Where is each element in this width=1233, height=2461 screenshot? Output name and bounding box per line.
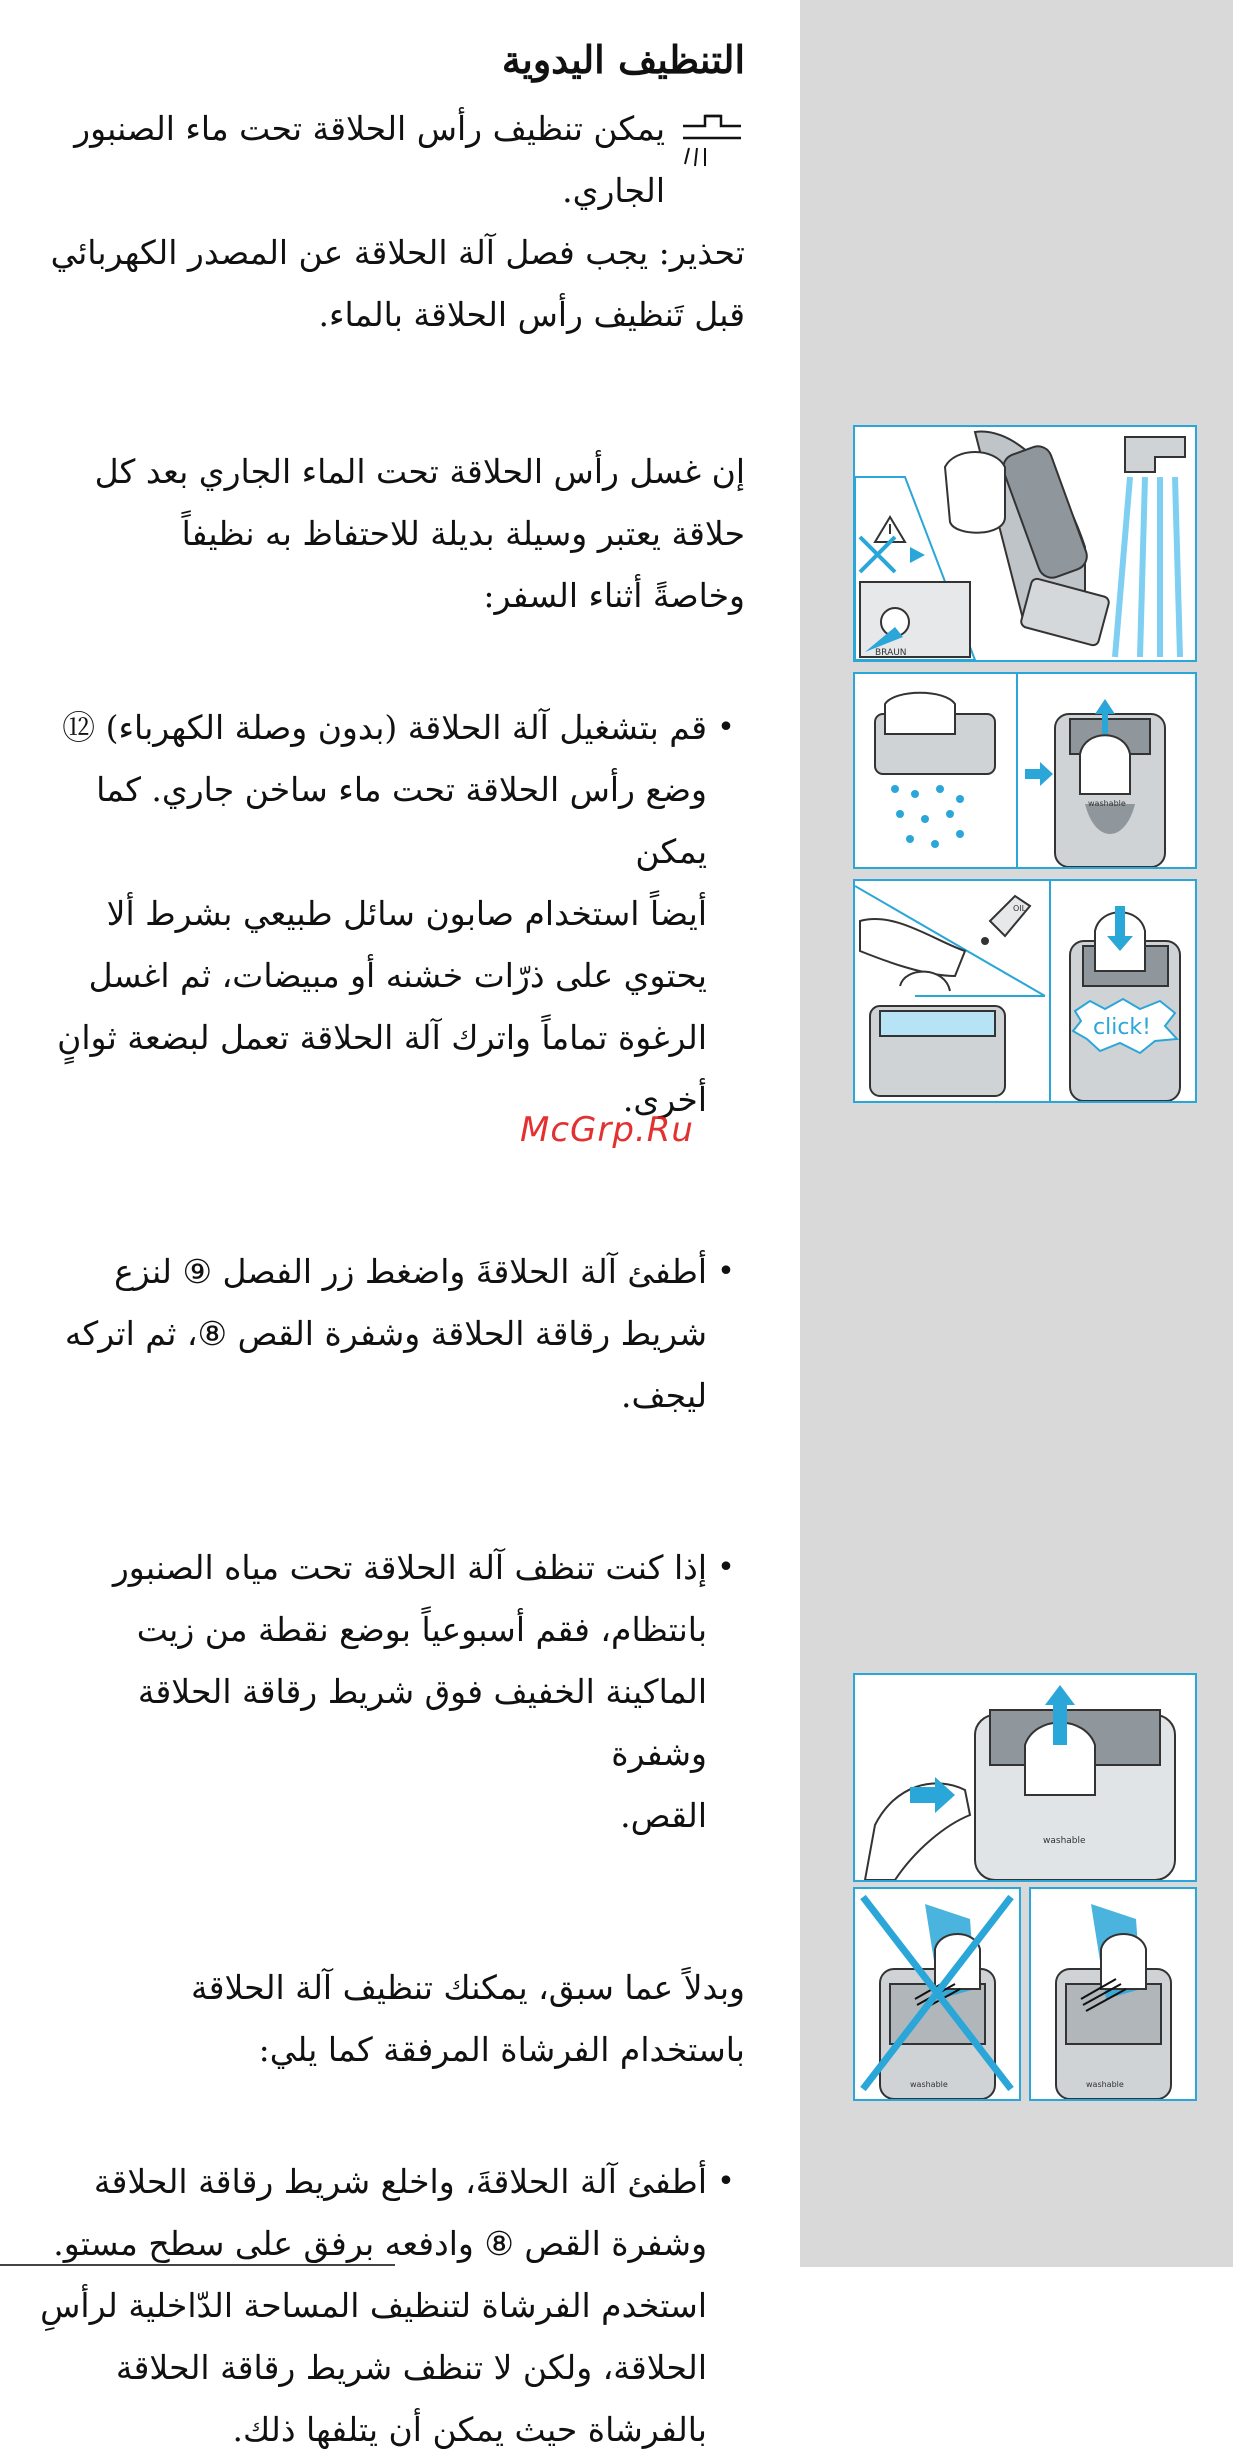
bullet-symbol: • bbox=[717, 2164, 735, 2199]
bullet-line: ليجف. bbox=[621, 1376, 707, 1415]
para2-line-3: وخاصةً أثناء السفر: bbox=[483, 576, 745, 615]
tap-water-icon bbox=[675, 108, 745, 188]
para2-line-2: حلاقة يعتبر وسيلة بديلة للاحتفاظ به نظيفاً bbox=[181, 514, 745, 553]
figure-brush-correct bbox=[1029, 1887, 1197, 2101]
figure-remove-foil bbox=[853, 672, 1197, 869]
brush-correct-illustration bbox=[1031, 1889, 1195, 2099]
figure-brush-wrong bbox=[853, 1887, 1021, 2101]
click-label: click! bbox=[1093, 1015, 1151, 1040]
bullet-item-rinse bbox=[40, 697, 745, 1131]
page-title: التنظيف اليدوية bbox=[501, 37, 745, 82]
detach-head-illustration bbox=[855, 1675, 1195, 1880]
main-text bbox=[40, 30, 745, 2461]
para2-line-1: إن غسل رأس الحلاقة تحت الماء الجاري بعد كل bbox=[94, 452, 745, 491]
intro-line-2: الجاري. bbox=[562, 171, 665, 210]
bullet-symbol: • bbox=[717, 710, 735, 745]
bullet-line: أطفئ آلة الحلاقةَ واضغط زر الفصل ⑨ لنزع bbox=[114, 1252, 707, 1291]
rinse-illustration bbox=[855, 427, 1195, 660]
bullet-line: قم بتشغيل آلة الحلاقة (بدون وصلة الكهرباء) ⑫ bbox=[62, 708, 707, 747]
figure-oil-click bbox=[853, 879, 1197, 1103]
bullet-line: استخدم الفرشاة لتنظيف المساحة الدّاخلية لرأسِ bbox=[40, 2286, 707, 2325]
bullet-line: أيضاً استخدام صابون سائل طبيعي بشرط ألا bbox=[106, 894, 707, 933]
bullet-item-dry bbox=[40, 1241, 745, 1427]
bullet-item-brush bbox=[40, 2151, 745, 2461]
warning-line-2: قبل تَنظيف رأس الحلاقة بالماء. bbox=[318, 295, 745, 334]
washable-label: washable bbox=[1086, 2080, 1124, 2089]
bullet-line: يحتوي على ذرّات خشنه أو مبيضات، ثم اغسل bbox=[88, 956, 707, 995]
intro-row bbox=[40, 98, 745, 222]
oil-label: OIL bbox=[1013, 904, 1027, 913]
bullet-symbol: • bbox=[717, 1254, 735, 1289]
washable-label: washable bbox=[1043, 1836, 1086, 1846]
bullet-line: الرغوة تماماً واترك آلة الحلاقة تعمل لبضعة ثوانٍ bbox=[57, 1018, 707, 1057]
footer-rule bbox=[0, 2264, 395, 2266]
bullet-item-oil bbox=[40, 1537, 745, 1847]
bullet-symbol: • bbox=[717, 1550, 735, 1585]
para3-line-1: وبدلاً عما سبق، يمكنك تنظيف آلة الحلاقة bbox=[191, 1968, 745, 2007]
oil-click-illustration bbox=[855, 881, 1195, 1101]
bullet-line: الماكينة الخفيف فوق شريط رقاقة الحلاقة وشفرة bbox=[137, 1672, 707, 1773]
bullet-line: بانتظام، فقم أسبوعياً بوضع نقطة من زيت bbox=[136, 1610, 707, 1649]
bullet-line: شريط رقاقة الحلاقة وشفرة القص ⑧، ثم اتركه bbox=[64, 1314, 707, 1353]
figure-rinse-under-tap bbox=[853, 425, 1197, 662]
washable-label: washable bbox=[1088, 799, 1126, 808]
bullet-line: وضع رأس الحلاقة تحت ماء ساخن جاري. كما يمكن bbox=[96, 770, 707, 871]
bullet-line: القص. bbox=[620, 1796, 707, 1835]
bullet-line: أطفئ آلة الحلاقةَ، واخلع شريط رقاقة الحلاقة bbox=[93, 2162, 707, 2201]
remove-foil-illustration bbox=[855, 674, 1195, 867]
para3-line-2: باستخدام الفرشاة المرفقة كما يلي: bbox=[258, 2030, 745, 2069]
bullet-line: وشفرة القص ⑧ وادفعه برفق على سطح مستو. bbox=[53, 2224, 707, 2263]
intro-line-1: يمكن تنظيف رأس الحلاقة تحت ماء الصنبور bbox=[74, 109, 665, 148]
watermark: McGrp.Ru bbox=[520, 1110, 694, 1150]
bullet-line: إذا كنت تنظف آلة الحلاقة تحت مياه الصنبور bbox=[112, 1548, 707, 1587]
bullet-line: أخرى. bbox=[622, 1080, 707, 1119]
bullet-line: بالفرشاة حيث يمكن أن يتلفها ذلك. bbox=[232, 2410, 707, 2449]
washable-label: washable bbox=[910, 2080, 948, 2089]
bullet-line: الحلاقة، ولكن لا تنظف شريط رقاقة الحلاقة bbox=[115, 2348, 707, 2387]
brush-wrong-illustration bbox=[855, 1889, 1019, 2099]
brand-label: BRAUN bbox=[875, 648, 907, 658]
warning-line-1: تحذير: يجب فصل آلة الحلاقة عن المصدر الكهربائي bbox=[50, 233, 745, 272]
figure-detach-head bbox=[853, 1673, 1197, 1882]
